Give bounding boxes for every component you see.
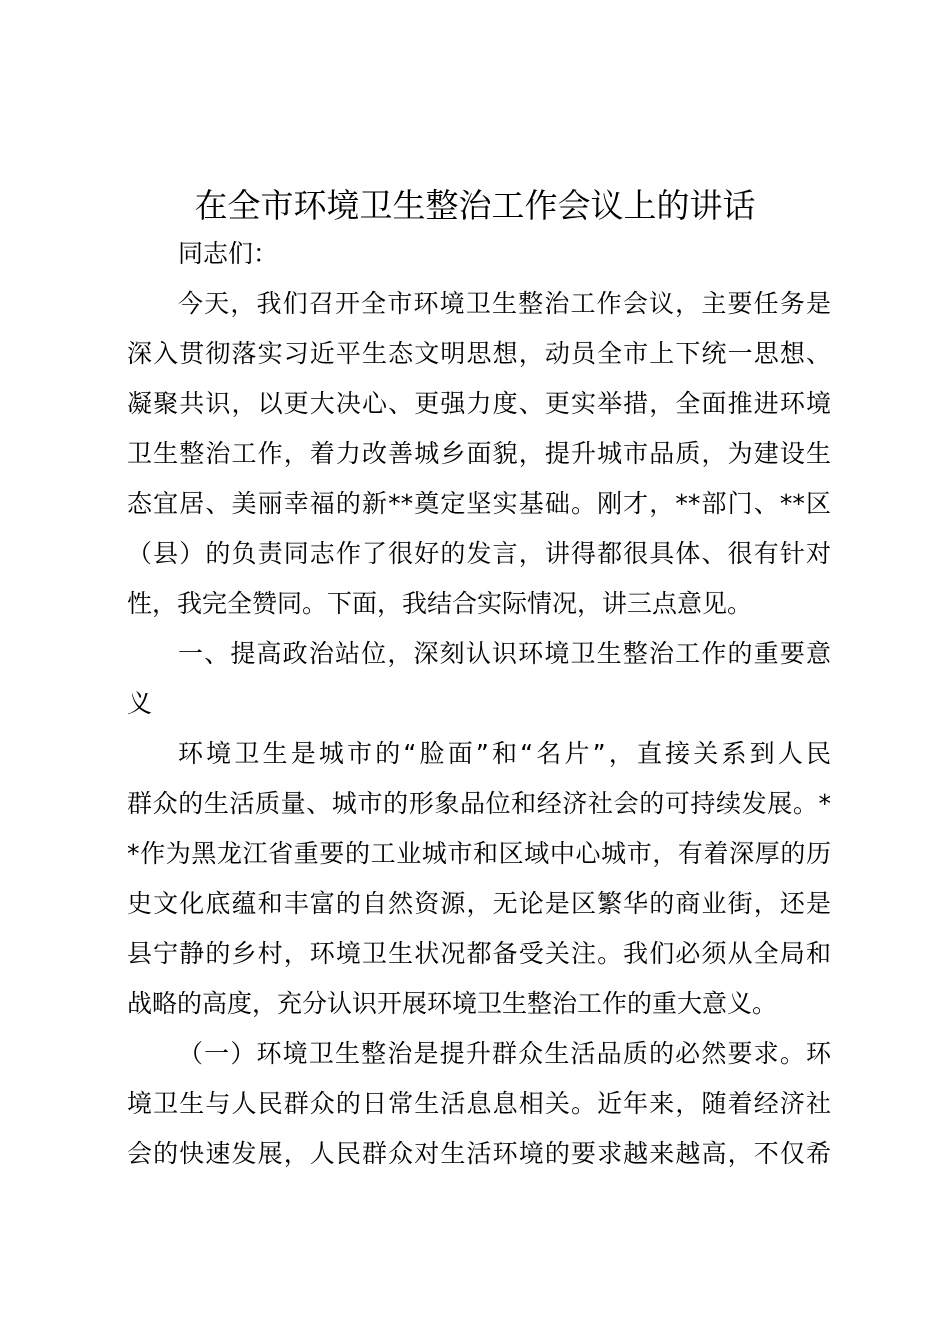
paragraph-line: 群众的生活质量、城市的形象品位和经济社会的可持续发展。*: [127, 789, 831, 818]
document-title: 在全市环境卫生整治工作会议上的讲话: [194, 186, 756, 225]
paragraph-line: 凝聚共识，以更大决心、更强力度、更实举措，全面推进环境: [127, 389, 831, 418]
paragraph-line: （县）的负责同志作了很好的发言，讲得都很具体、很有针对: [127, 539, 831, 568]
paragraph-line: 性，我完全赞同。下面，我结合实际情况，讲三点意见。: [127, 589, 753, 618]
section-heading: 义: [127, 689, 153, 718]
paragraph-line: 深入贯彻落实习近平生态文明思想，动员全市上下统一思想、: [127, 339, 831, 368]
paragraph-line: 态宜居、美丽幸福的新**奠定坚实基础。刚才，**部门、**区: [127, 489, 831, 518]
paragraph-line: 今天，我们召开全市环境卫生整治工作会议，主要任务是: [178, 289, 831, 318]
paragraph-line: 县宁静的乡村，环境卫生状况都备受关注。我们必须从全局和: [127, 939, 831, 968]
paragraph-line: *作为黑龙江省重要的工业城市和区域中心城市，有着深厚的历: [127, 839, 831, 868]
paragraph-line: （一）环境卫生整治是提升群众生活品质的必然要求。环: [178, 1039, 831, 1068]
paragraph-line: 环境卫生是城市的“脸面”和“名片”，直接关系到人民: [178, 739, 831, 768]
paragraph-line: 战略的高度，充分认识开展环境卫生整治工作的重大意义。: [127, 989, 778, 1018]
salutation: 同志们：: [178, 239, 279, 268]
paragraph-line: 会的快速发展，人民群众对生活环境的要求越来越高，不仅希: [127, 1139, 831, 1168]
paragraph-line: 境卫生与人民群众的日常生活息息相关。近年来，随着经济社: [127, 1089, 831, 1118]
paragraph-line: 卫生整治工作，着力改善城乡面貌，提升城市品质，为建设生: [127, 439, 831, 468]
section-heading: 一、提高政治站位，深刻认识环境卫生整治工作的重要意: [178, 639, 831, 668]
paragraph-line: 史文化底蕴和丰富的自然资源，无论是区繁华的商业街，还是: [127, 889, 831, 918]
